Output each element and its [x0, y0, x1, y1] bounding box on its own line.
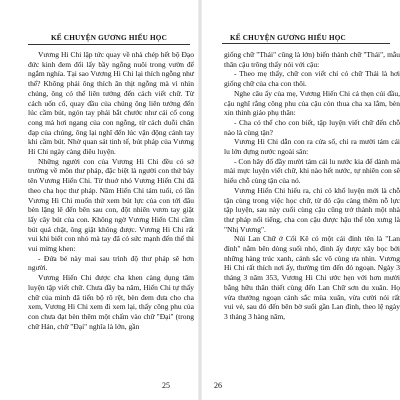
right-page [200, 0, 400, 400]
body-text [224, 50, 400, 322]
running-head: KỂ CHUYỆN GƯƠNG HIẾU HỌC [222, 33, 390, 44]
paragraph: Núi Lan Chữ ở Cối Kê có một cái đình tên là "Lan đình" nằm bên dòng suối nhỏ, đình ấy được xây bọc bởi những hàng trúc xanh, cảnh sắc vô cùng ưa nhìn. Vương Hi Chi rất thích nơi ấy, thường tìm đến đó ngoạn. Ngày 3 tháng 3 năm 353, Vương Hi Chi ước hẹn với hơn mười bằng hữu thân thiết cùng đến Lan Chữ sơn du xuân. Họ vừa thưởng ngoạn cảnh sắc mùa xuân, vừa cười nói rất vui vẻ, sau đó đến bên bờ suối gần Lan đình, theo lệ ngày 3 tháng 3 hàng năm, [224, 234, 400, 321]
paragraph: - Theo mẹ thấy, chữ con viết chỉ có chữ Thái là hơi giống chữ của cha con thôi. [224, 69, 400, 89]
paragraph: Vương Hiến Chi hiểu ra, chỉ có khổ luyện mới là chỗ tận cùng trong việc học chữ, từ đó cậu càng thêm nỗ lực tập luyện, sau này cuối cùng cậu cũng trở thành một nhà thư pháp nổi tiếng, cha con cậu được hậu thế tôn xưng là "Nhị Vương". [224, 185, 400, 234]
page-number: 26 [214, 381, 222, 390]
paragraph: Nghe câu ấy của mẹ, Vương Hiến Chi cả thẹn cúi đầu, cậu nghĩ rằng công phu của cậu còn thua cha xa lắm, bèn xin thỉnh giáo phụ thân: [224, 88, 400, 118]
paragraph: Vương Hi Chi dẫn con ra cửa sổ, chỉ ra mười tám cái lu lớn đựng nước ngoài sân: [224, 137, 400, 157]
paragraph: - Con hãy đổ đầy mười tám cái lu nước kia để dành mà mài mực luyện viết chữ, khi nào hết nước, tự nhiên con sẽ hiểu chỗ cùng tận của nó. [224, 156, 400, 186]
paragraph: giống chữ "Thái" cũng là lớn) biến thành chữ "Thái", mẫu thân cậu trông thấy nói với cậu: [224, 50, 400, 69]
running-head: KỂ CHUYỆN GƯƠNG HIẾU HỌC [28, 33, 190, 45]
paragraph: - Đứa bé này mai sau trình độ thư pháp sẽ hơn người. [28, 253, 194, 273]
page-number: 25 [162, 381, 170, 390]
paragraph: Những người con của Vương Hi Chi đều có sở trường về môn thư pháp, đặc biệt là người con thứ bảy tên Vương Hiến Chi. Từ thuở nhỏ Vương Hiến Chi đã theo cha học thư pháp. Năm Hiến Chi tám tuổi, có lần Vương Hi Chi muốn thử xem bút lực của con tới đâu bèn lặng lẽ đến bên sau con, đột nhiên vươn tay giật lấy cây bút của con. Không ngờ Vương Hiến Chi cầm bút quá chặt, ông giật không được. Vương Hi Chi rất vui khi biết con nhỏ mà tay đã có sức mạnh đến thế thì vui mừng khen: [28, 156, 194, 254]
paragraph: Vương Hiến Chi được cha khen càng dụng tâm luyện tập viết chữ. Chưa đầy ba năm, Hiến Chi tự thấy chữ của mình đã tiến bộ rõ rệt, bèn đem đưa cho cha xem, Vương Hi Chi xem đi xem lại, thấy công phu của con chưa đạt bèn thêm một chấm vào chữ "Đại" (trong chữ Hán, chữ "Đại" nghĩa là lớn, gần [28, 273, 194, 331]
paragraph: Vương Hi Chi lập tức quay về nhà chép hết bộ Đạo đức kinh đem đổi lấy bầy ngỗng nuôi trong vườn để ngắm nghía. Tại sao Vương Hi Chi lại thích ngỗng như thế? Không phải ông thích ăn thịt ngỗng mà vì nhìn chúng, ông có thể liên tưởng đến cách viết chữ. Từ cách uốn cổ, quay đầu của chúng ông liên tưởng đến lúc cầm bút, ngón tay phải bắt chước như cái cổ cong cong mà hơi ngang của con ngỗng, từ cách duỗi chân đạp của chúng, ông lại nghĩ đến lúc vận động cánh tay khi cầm bút. Nhờ quan sát tinh tế, bút pháp của Vương Hi Chi ngày càng điêu luyện. [28, 50, 194, 157]
paragraph: - Cha có thể cho con biết, tập luyện viết chữ đến chỗ nào là cùng tận? [224, 117, 400, 137]
body-text [28, 50, 194, 331]
